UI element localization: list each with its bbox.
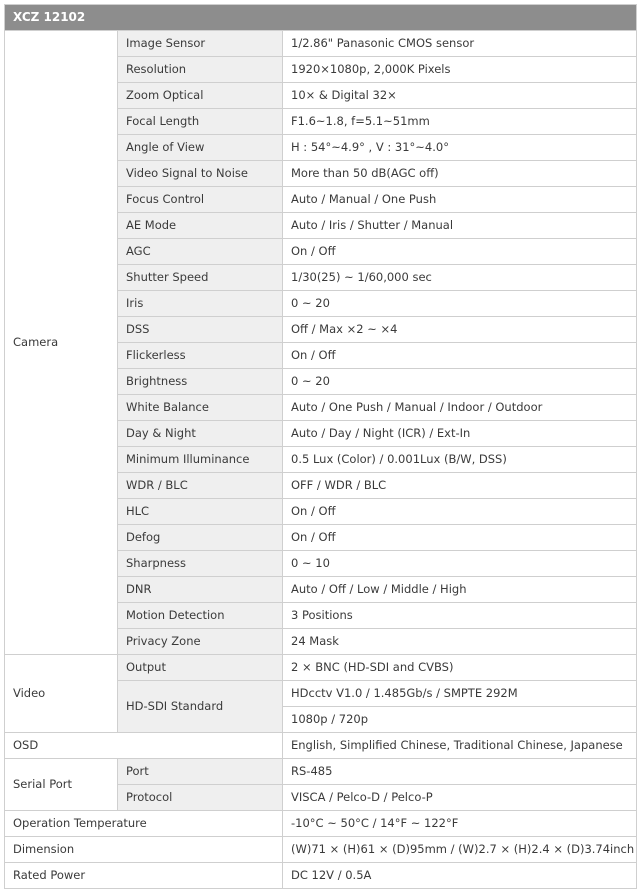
value-cell: 1920×1080p, 2,000K Pixels bbox=[283, 57, 637, 83]
table-row bbox=[5, 811, 637, 837]
value-cell: H : 54°~4.9° , V : 31°~4.0° bbox=[283, 135, 637, 161]
value-cell: -10°C ~ 50°C / 14°F ~ 122°F bbox=[283, 811, 637, 837]
value-cell: Auto / Iris / Shutter / Manual bbox=[283, 213, 637, 239]
feature-cell: AE Mode bbox=[118, 213, 283, 239]
table-row bbox=[5, 31, 637, 57]
feature-cell: Focal Length bbox=[118, 109, 283, 135]
value-cell: On / Off bbox=[283, 525, 637, 551]
table-row bbox=[5, 655, 637, 681]
value-cell: 0 ~ 20 bbox=[283, 369, 637, 395]
feature-cell: Output bbox=[118, 655, 283, 681]
value-cell: On / Off bbox=[283, 239, 637, 265]
feature-cell: Sharpness bbox=[118, 551, 283, 577]
feature-cell: Day & Night bbox=[118, 421, 283, 447]
category-cell: Rated Power bbox=[5, 863, 283, 889]
feature-cell: Brightness bbox=[118, 369, 283, 395]
value-cell: Off / Max ×2 ~ ×4 bbox=[283, 317, 637, 343]
feature-cell: HD-SDI Standard bbox=[118, 681, 283, 733]
feature-cell: Privacy Zone bbox=[118, 629, 283, 655]
value-cell: 2 × BNC (HD-SDI and CVBS) bbox=[283, 655, 637, 681]
value-cell: 1/30(25) ~ 1/60,000 sec bbox=[283, 265, 637, 291]
table-title: XCZ 12102 bbox=[5, 5, 637, 31]
feature-cell: HLC bbox=[118, 499, 283, 525]
feature-cell: Minimum Illuminance bbox=[118, 447, 283, 473]
feature-cell: Flickerless bbox=[118, 343, 283, 369]
value-cell: 0.5 Lux (Color) / 0.001Lux (B/W, DSS) bbox=[283, 447, 637, 473]
value-cell: (W)71 × (H)61 × (D)95mm / (W)2.7 × (H)2.4 × (D)3.74inch bbox=[283, 837, 637, 863]
category-cell-camera: Camera bbox=[5, 31, 118, 655]
feature-cell: Motion Detection bbox=[118, 603, 283, 629]
value-cell: Auto / Day / Night (ICR) / Ext-In bbox=[283, 421, 637, 447]
value-cell: On / Off bbox=[283, 499, 637, 525]
value-cell: HDcctv V1.0 / 1.485Gb/s / SMPTE 292M bbox=[283, 681, 637, 707]
feature-cell: Defog bbox=[118, 525, 283, 551]
value-cell: 24 Mask bbox=[283, 629, 637, 655]
value-cell: F1.6~1.8, f=5.1~51mm bbox=[283, 109, 637, 135]
feature-cell: WDR / BLC bbox=[118, 473, 283, 499]
table-row bbox=[5, 759, 637, 785]
value-cell: More than 50 dB(AGC off) bbox=[283, 161, 637, 187]
table-row bbox=[5, 863, 637, 889]
feature-cell: DNR bbox=[118, 577, 283, 603]
feature-cell: DSS bbox=[118, 317, 283, 343]
feature-cell: Iris bbox=[118, 291, 283, 317]
category-cell-serial-port: Serial Port bbox=[5, 759, 118, 811]
value-cell: Auto / Manual / One Push bbox=[283, 187, 637, 213]
table-row bbox=[5, 733, 637, 759]
value-cell: 1/2.86" Panasonic CMOS sensor bbox=[283, 31, 637, 57]
value-cell: 3 Positions bbox=[283, 603, 637, 629]
value-cell: On / Off bbox=[283, 343, 637, 369]
value-cell: English, Simplified Chinese, Traditional Chinese, Japanese bbox=[283, 733, 637, 759]
value-cell: DC 12V / 0.5A bbox=[283, 863, 637, 889]
feature-cell: Image Sensor bbox=[118, 31, 283, 57]
category-cell-osd: OSD bbox=[5, 733, 283, 759]
feature-cell: Focus Control bbox=[118, 187, 283, 213]
spec-table bbox=[4, 4, 637, 889]
table-row bbox=[5, 837, 637, 863]
value-cell: 0 ~ 10 bbox=[283, 551, 637, 577]
feature-cell: Angle of View bbox=[118, 135, 283, 161]
value-cell: 0 ~ 20 bbox=[283, 291, 637, 317]
value-cell: Auto / One Push / Manual / Indoor / Outdoor bbox=[283, 395, 637, 421]
feature-cell: Protocol bbox=[118, 785, 283, 811]
feature-cell: AGC bbox=[118, 239, 283, 265]
value-cell: OFF / WDR / BLC bbox=[283, 473, 637, 499]
feature-cell: Port bbox=[118, 759, 283, 785]
feature-cell: Shutter Speed bbox=[118, 265, 283, 291]
value-cell: VISCA / Pelco-D / Pelco-P bbox=[283, 785, 637, 811]
feature-cell: White Balance bbox=[118, 395, 283, 421]
category-cell: Dimension bbox=[5, 837, 283, 863]
category-cell-video: Video bbox=[5, 655, 118, 733]
feature-cell: Video Signal to Noise bbox=[118, 161, 283, 187]
feature-cell: Zoom Optical bbox=[118, 83, 283, 109]
table-header-row bbox=[5, 5, 637, 31]
value-cell: RS-485 bbox=[283, 759, 637, 785]
feature-cell: Resolution bbox=[118, 57, 283, 83]
value-cell: 1080p / 720p bbox=[283, 707, 637, 733]
value-cell: Auto / Off / Low / Middle / High bbox=[283, 577, 637, 603]
value-cell: 10× & Digital 32× bbox=[283, 83, 637, 109]
category-cell: Operation Temperature bbox=[5, 811, 283, 837]
